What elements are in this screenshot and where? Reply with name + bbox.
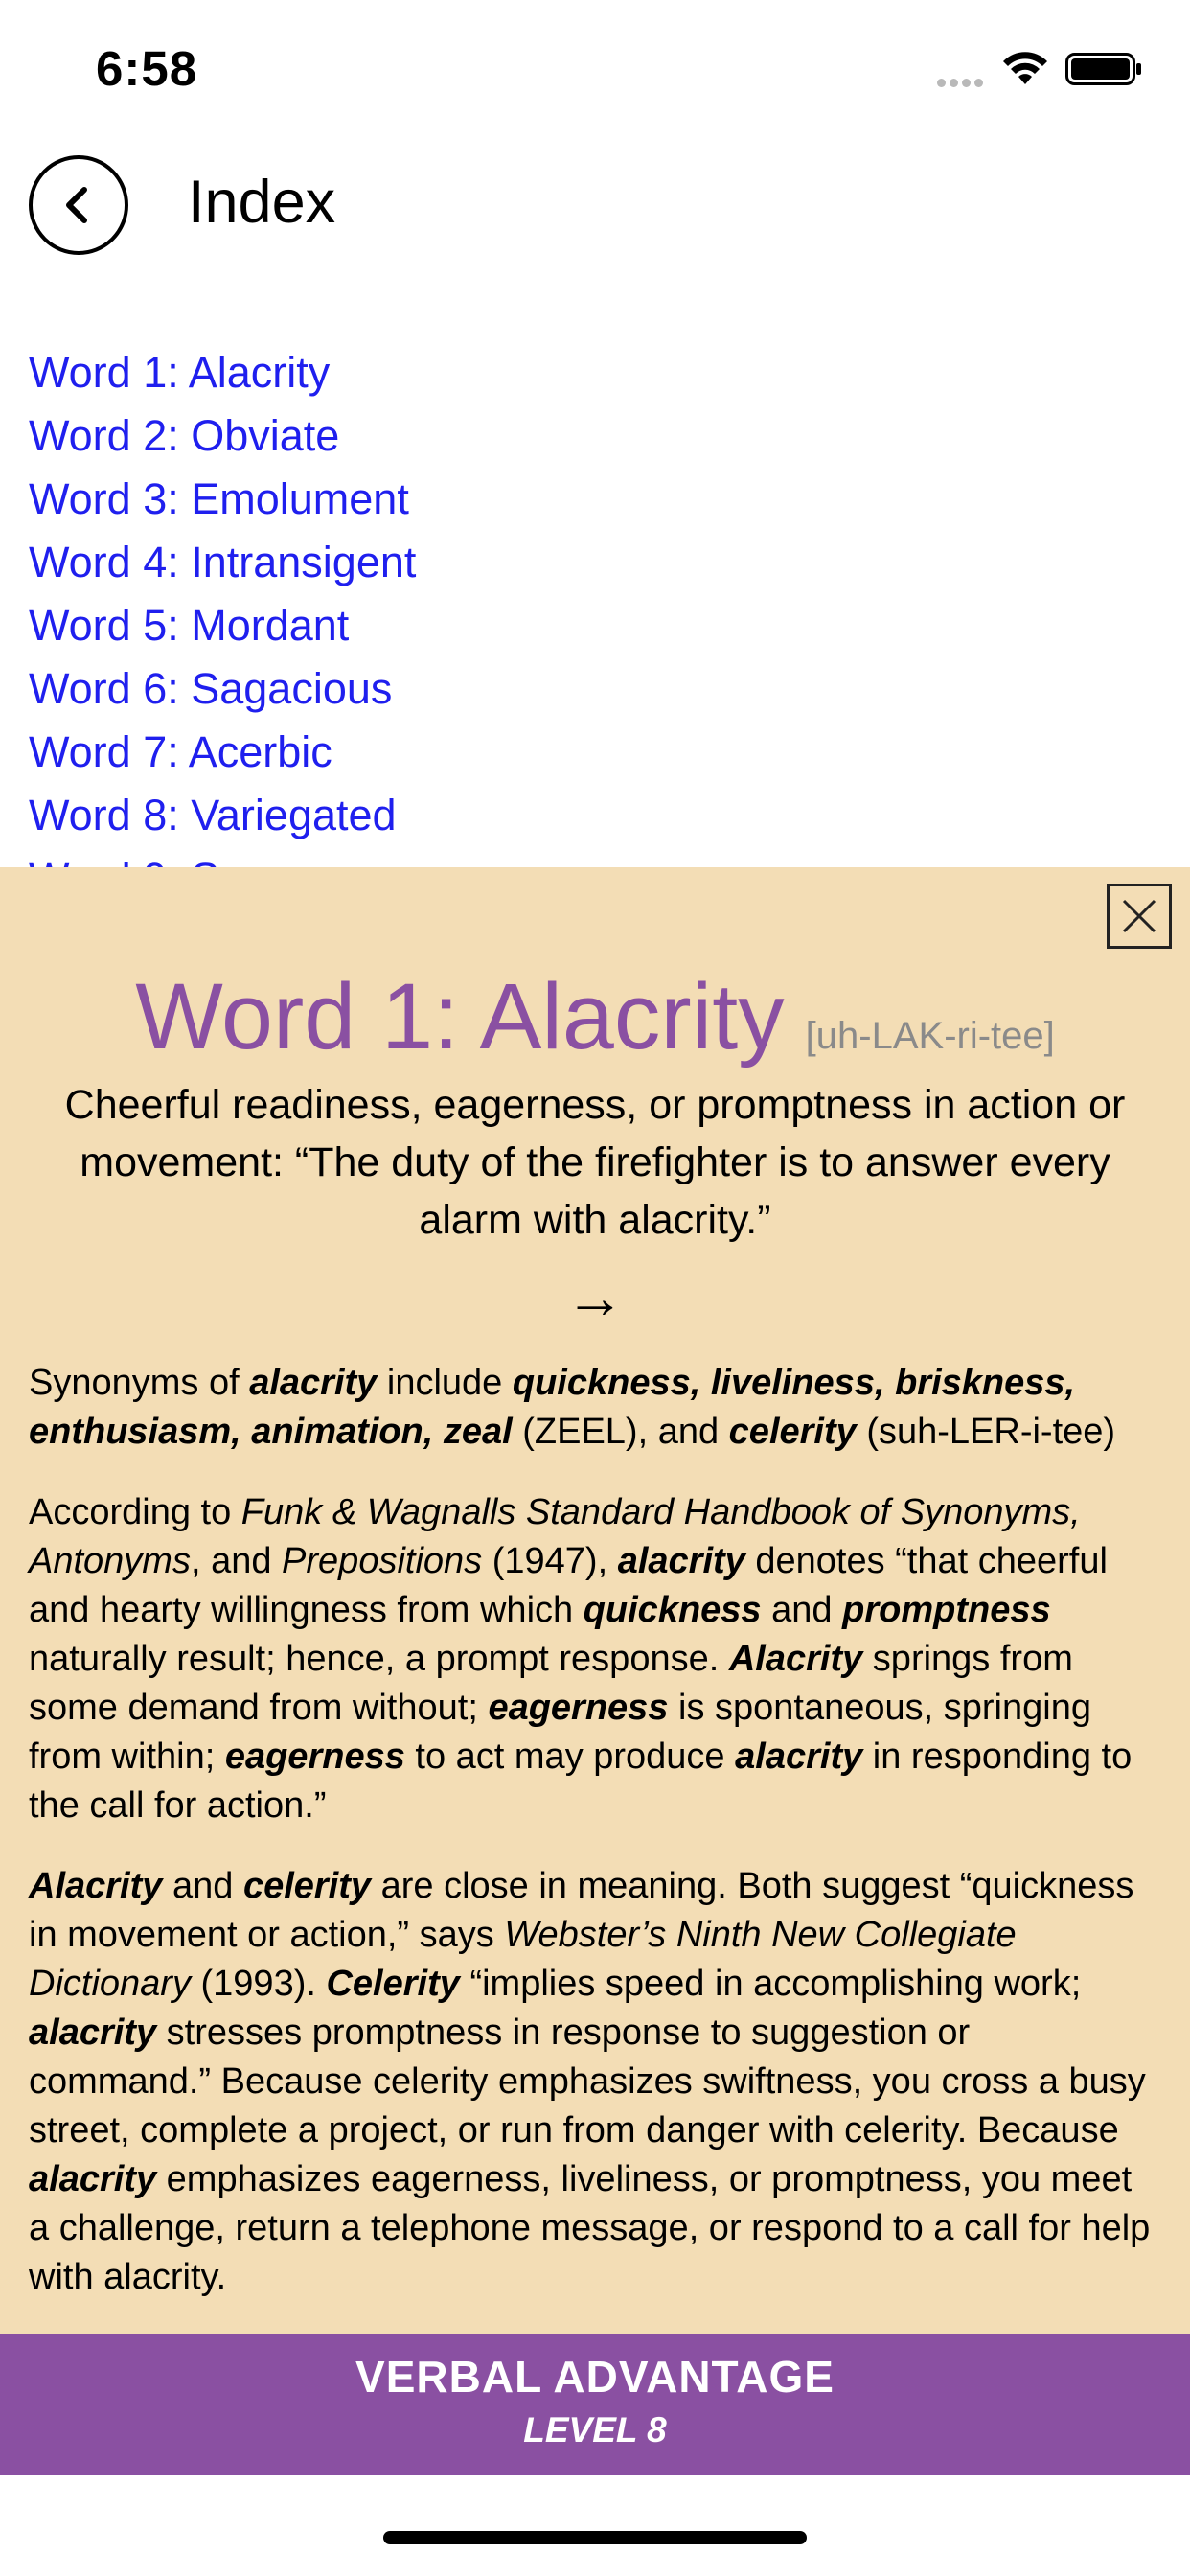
signal-dots-icon [937,75,991,86]
battery-icon [1065,53,1142,90]
celerity-paragraph: Alacrity and celerity are close in meaning. Both suggest “quickness in movement or action,” says Webster’s Ninth New Collegiate Dictionary (1993). Celerity “implies speed in accomplishing work; alacrity stresses promptness in response to suggestion or command.” Because celerity emphasizes swiftness, you cross a busy street, complete a project, or run from danger with celerity. Because alacrity emphasizes eagerness, liveliness, or promptness, you meet a challenge, return a telephone message, or respond to a call for help with alacrity. [29,1866,1151,2297]
wifi-icon [1002,52,1048,91]
word-heading [0,963,1190,1070]
chevron-left-icon [56,182,102,228]
page-title: Index [188,169,336,236]
synonyms-paragraph: Synonyms of alacrity include quickness, liveliness, briskness, enthusiasm, animation, zeal (ZEEL), and celerity (suh-LER-i-tee) [29,1363,1116,1452]
close-button[interactable] [1107,884,1172,949]
banner-subtitle: LEVEL 8 [523,2410,667,2450]
index-item-word-6[interactable]: Word 6: Sagacious [29,664,393,713]
index-item-word-4[interactable]: Word 4: Intransigent [29,538,417,586]
home-indicator[interactable] [383,2531,807,2544]
status-bar [0,0,1190,144]
word-title: Word 1: Alacrity [135,964,785,1069]
close-icon [1118,895,1160,937]
next-arrow-button[interactable]: → [565,1265,625,1331]
index-item-word-7[interactable]: Word 7: Acerbic [29,727,332,776]
index-item-word-5[interactable]: Word 5: Mordant [29,601,350,650]
definition: Cheerful readiness, eagerness, or promptness in action or movement: “The duty of the firefighter is to answer every alarm with alacrity.” [64,1082,1126,1243]
funk-wagnalls-paragraph: According to Funk & Wagnalls Standard Handbook of Synonyms, Antonyms, and Prepositions (1947), alacrity denotes “that cheerful and hearty willingness from which quickness and promptness naturally result; hence, a prompt response. Alacrity springs from some demand from without; eagerness is spontaneous, springing from within; eagerness to act may produce alacrity in responding to the call for action.” [29,1492,1133,1826]
index-item-word-3[interactable]: Word 3: Emolument [29,474,409,523]
level-banner [0,2334,1190,2475]
status-time: 6:58 [96,41,198,96]
back-button[interactable] [29,155,128,255]
index-item-word-2[interactable]: Word 2: Obviate [29,411,340,460]
index-item-word-8[interactable]: Word 8: Variegated [29,791,397,840]
pronunciation: [uh-LAK-ri-tee] [805,1015,1055,1057]
index-list [29,341,1159,866]
banner-title: VERBAL ADVANTAGE [355,2352,835,2402]
index-item-word-1[interactable]: Word 1: Alacrity [29,348,331,397]
